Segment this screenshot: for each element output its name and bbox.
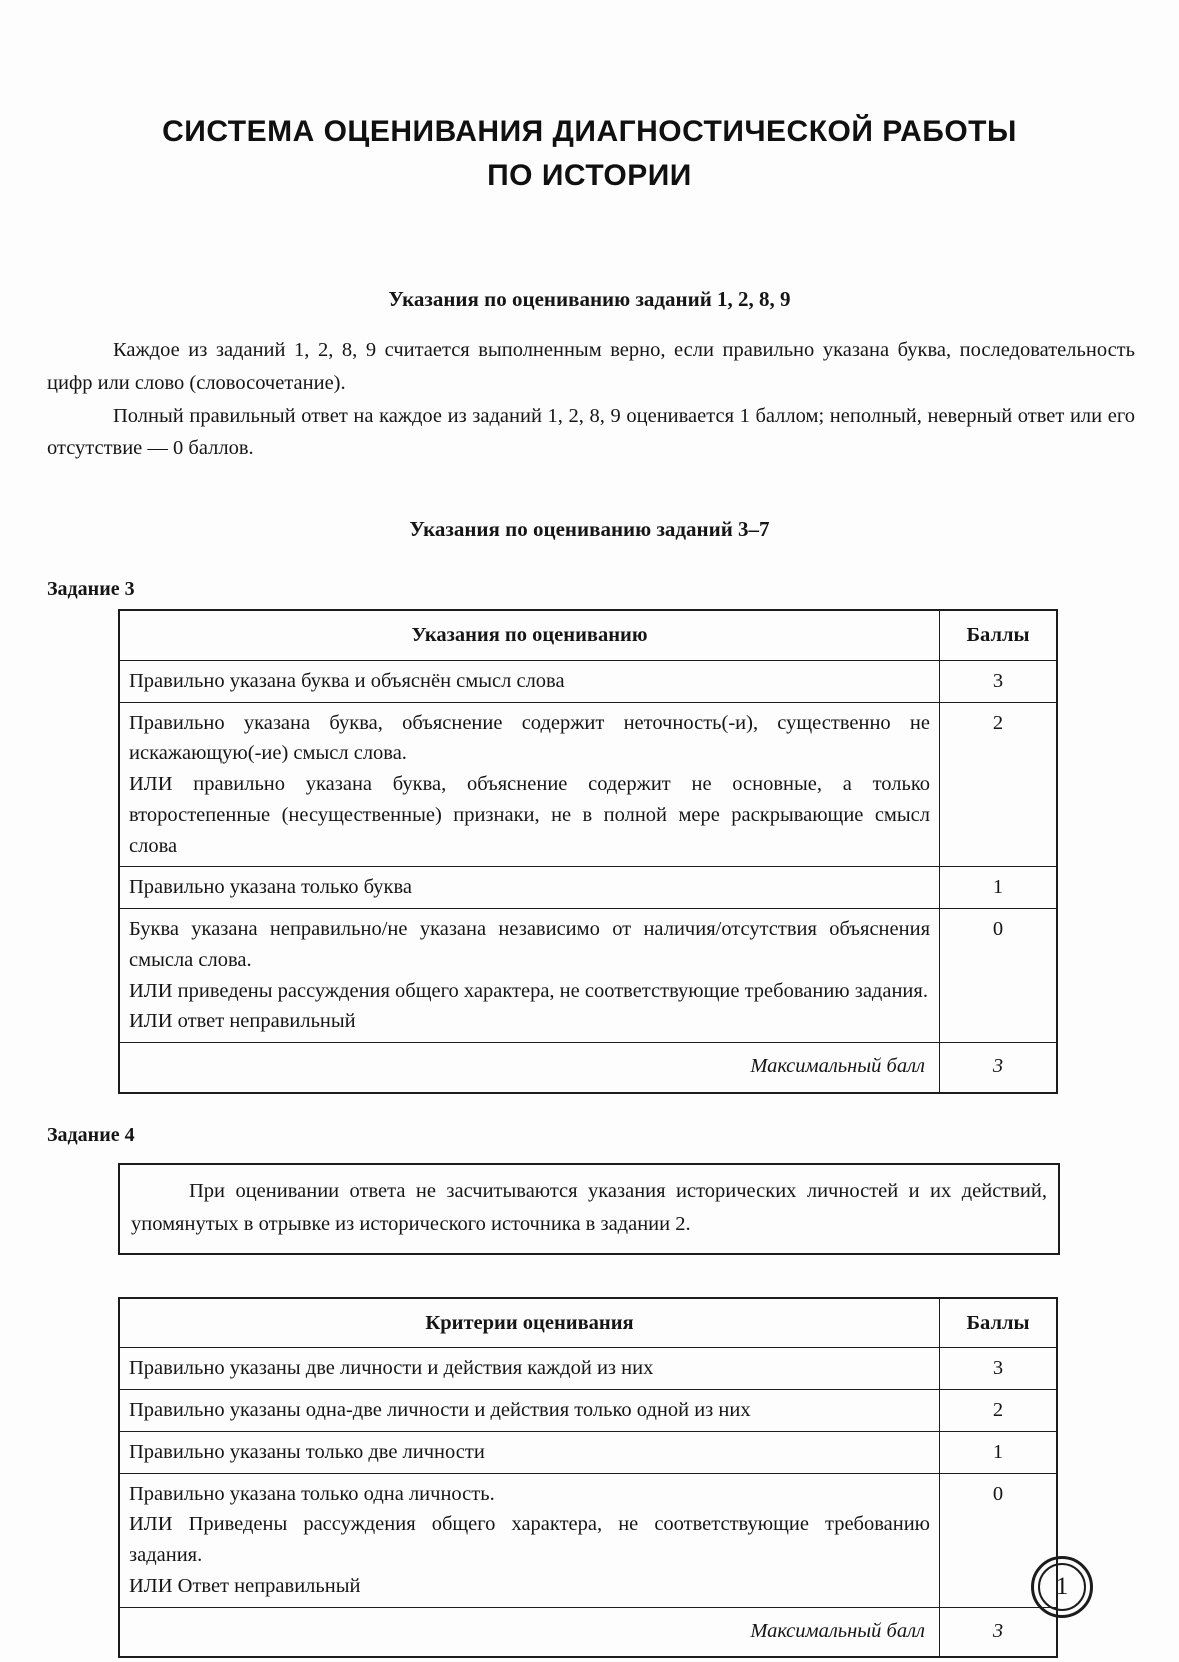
spacer <box>0 1255 1179 1289</box>
document-title <box>90 0 1089 197</box>
score-cell: 2 <box>940 702 1058 867</box>
score-cell: 3 <box>940 660 1058 702</box>
max-score-row <box>119 1607 1057 1657</box>
criteria-cell <box>119 909 940 1043</box>
document-title-line2: ПО ИСТОРИИ <box>487 158 692 192</box>
score-cell: 3 <box>940 1348 1058 1390</box>
table-row <box>119 660 1057 702</box>
criteria-cell <box>119 867 940 909</box>
table-row <box>119 1390 1057 1432</box>
task3-label: Задание 3 <box>47 578 135 601</box>
score-cell: 2 <box>940 1390 1058 1432</box>
criteria-text: ИЛИ приведены рассуждения общего характера, не соответствующие требованию задания. <box>129 979 928 1002</box>
task4-note-box: При оценивании ответа не засчитываются указания исторических личностей и их действий, упомянутых в отрывке из исторического источника в задании 2. <box>118 1163 1060 1255</box>
criteria-cell <box>119 660 940 702</box>
table-row <box>119 867 1057 909</box>
criteria-text: ИЛИ ответ неправильный <box>129 1010 356 1033</box>
table-row <box>119 909 1057 1043</box>
max-score-value: 3 <box>940 1043 1058 1093</box>
criteria-cell <box>119 1390 940 1432</box>
task4-label: Задание 4 <box>47 1123 135 1146</box>
criteria-text: Правильно указаны только две личности <box>129 1440 485 1463</box>
criteria-text: Буква указана неправильно/не указана независимо от наличия/отсутствия объяснения смысла слова. <box>129 918 930 971</box>
page-number-badge <box>1031 1556 1093 1618</box>
section-heading-tasks-1-2-8-9: Указания по оцениванию заданий 1, 2, 8, 9 <box>388 287 791 311</box>
instructions-paragraph-1: Каждое из заданий 1, 2, 8, 9 считается выполненным верно, если правильно указана буква, последовательность цифр или слово (словосочетание). <box>47 339 1135 394</box>
score-cell: 0 <box>940 909 1058 1043</box>
criteria-text: ИЛИ Приведены рассуждения общего характера, не соответствующие требованию задания. <box>129 1513 930 1567</box>
criteria-column-header: Указания по оцениванию <box>119 610 940 660</box>
criteria-column-header: Критерии оценивания <box>119 1298 940 1348</box>
max-score-row <box>119 1043 1057 1093</box>
table-row <box>119 1431 1057 1473</box>
table-row <box>119 1473 1057 1607</box>
criteria-text: ИЛИ Ответ неправильный <box>129 1574 361 1597</box>
table-header-row <box>119 1298 1057 1348</box>
max-score-label: Максимальный балл <box>119 1043 940 1093</box>
task3-scoring-table <box>118 609 1058 1094</box>
criteria-cell <box>119 1473 940 1607</box>
criteria-cell <box>119 1431 940 1473</box>
task4-scoring-table <box>118 1297 1058 1659</box>
table-row <box>119 1348 1057 1390</box>
criteria-cell <box>119 1348 940 1390</box>
score-column-header: Баллы <box>940 1298 1058 1348</box>
criteria-cell <box>119 702 940 867</box>
max-score-value: 3 <box>940 1607 1058 1657</box>
section-heading-tasks-3-7: Указания по оцениванию заданий 3–7 <box>409 517 770 542</box>
criteria-text: Правильно указана только буква <box>129 876 413 899</box>
score-cell: 0 <box>940 1473 1058 1607</box>
criteria-text: Правильно указаны одна-две личности и действия только одной из них <box>129 1399 751 1422</box>
criteria-text: Правильно указана буква, объяснение содержит неточность(-и), существенно не искажающую(-ие) смысл слова. <box>129 711 930 765</box>
criteria-text: Правильно указана буква и объяснён смысл слова <box>129 669 565 692</box>
score-column-header: Баллы <box>940 610 1058 660</box>
table-header-row <box>119 610 1057 660</box>
page-number: 1 <box>1038 1563 1086 1611</box>
criteria-text: Правильно указана только одна личность. <box>129 1482 495 1505</box>
document-title-line1: СИСТЕМА ОЦЕНИВАНИЯ ДИАГНОСТИЧЕСКОЙ РАБОТЫ <box>162 115 1017 148</box>
table-row <box>119 702 1057 867</box>
criteria-text: Правильно указаны две личности и действия каждой из них <box>129 1357 654 1380</box>
criteria-text: ИЛИ правильно указана буква, объяснение содержит не основные, а только второстепенные (несущественные) признаки, не в полной мере раскрывающие смысл слова <box>129 773 930 857</box>
score-cell: 1 <box>940 1431 1058 1473</box>
score-cell: 1 <box>940 867 1058 909</box>
max-score-label: Максимальный балл <box>119 1607 940 1657</box>
instructions-paragraph-2: Полный правильный ответ на каждое из заданий 1, 2, 8, 9 оценивается 1 баллом; неполный, неверный ответ или его отсутствие — 0 баллов. <box>47 404 1135 460</box>
